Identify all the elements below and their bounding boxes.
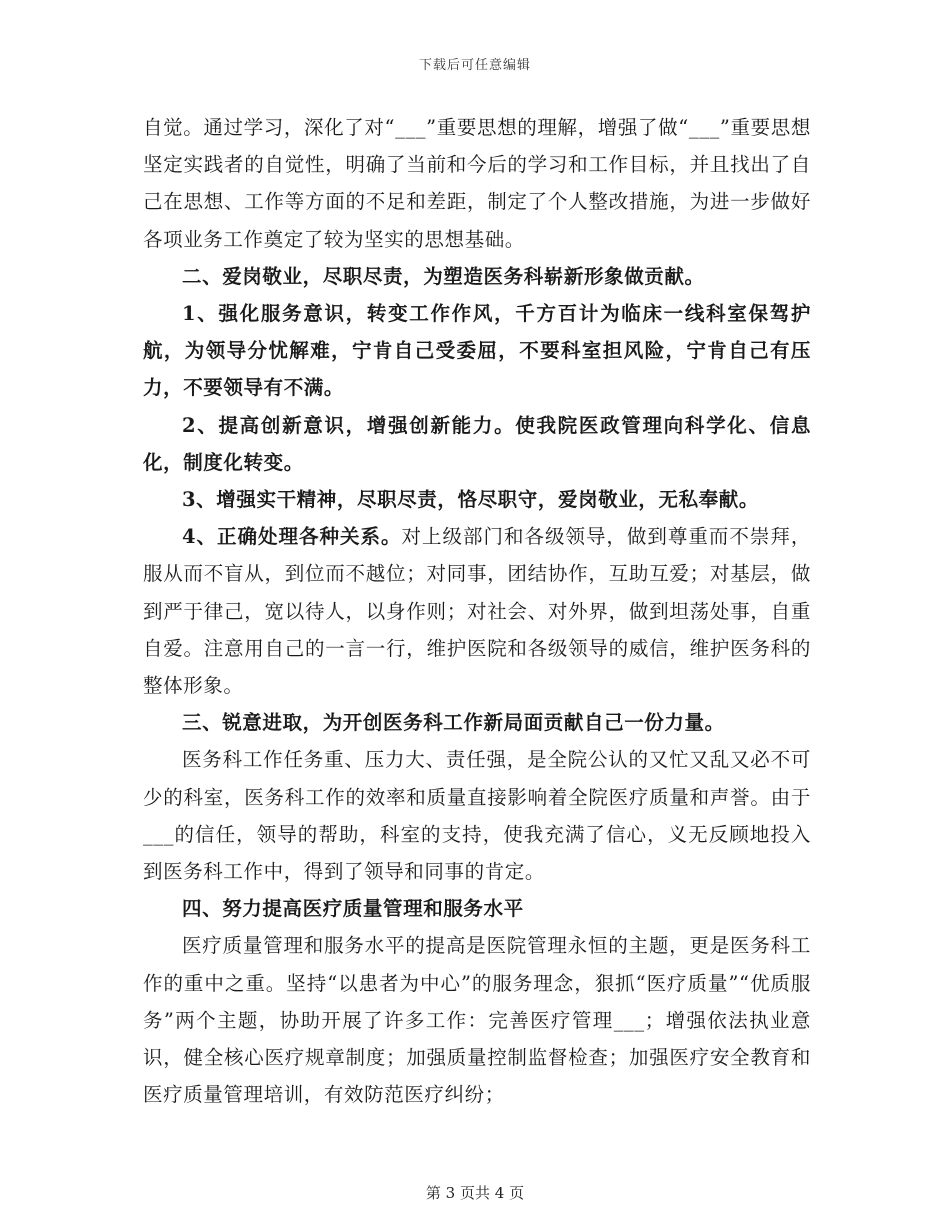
document-body: [143, 109, 811, 1113]
item-1: 1、强化服务意识，转变工作作风，千方百计为临床一线科室保驾护航，为领导分忧解难，宁肯自己受委屈，不要科室担风险，宁肯自己有压力，不要领导有不满。: [143, 302, 811, 400]
paragraph-continuation: 自觉。通过学习，深化了对“___”重要思想的理解，增强了做“___”重要思想坚定实践者的自觉性，明确了当前和今后的学习和工作目标，并且找出了自己在思想、工作等方面的不足和差距，制定了个人整改措施，为进一步做好各项业务工作奠定了较为坚实的思想基础。: [143, 116, 811, 251]
paragraph-section-3: 医务科工作任务重、压力大、责任强，是全院公认的又忙又乱又必不可少的科室，医务科工作的效率和质量直接影响着全院医疗质量和声誉。由于___的信任，领导的帮助，科室的支持，使我充满了信心，义无反顾地投入到医务科工作中，得到了领导和同事的肯定。: [143, 748, 811, 884]
item-4: [143, 518, 811, 704]
paragraph-section-4: 医疗质量管理和服务水平的提高是医院管理永恒的主题，更是医务科工作的重中之重。坚持“以患者为中心”的服务理念，狠抓“医疗质量”“优质服务”两个主题，协助开展了许多工作：完善医疗管理___；增强依法执业意识，健全核心医疗规章制度；加强质量控制监督检查；加强医疗安全教育和医疗质量管理培训，有效防范医疗纠纷；: [143, 934, 811, 1107]
section-heading-3: 三、锐意进取，为开创医务科工作新局面贡献自己一份力量。: [182, 711, 725, 735]
item-4-text: 对上级部门和各级领导，做到尊重而不崇拜，服从而不盲从，到位而不越位；对同事，团结协作，互助互爱；对基层，做到严于律己，宽以待人，以身作则；对社会、对外界，做到坦荡处事，自重自爱。注意用自己的一言一行，维护医院和各级领导的威信，维护医务科的整体形象。: [143, 525, 811, 698]
item-4-lead: 4、正确处理各种关系。: [182, 525, 402, 549]
section-heading-2: 二、爱岗敬业，尽职尽责，为塑造医务科崭新形象做贡献。: [182, 264, 705, 288]
page-header: 下载后可任意编辑: [418, 58, 531, 73]
page-footer: 第 3 页共 4 页: [425, 1184, 525, 1202]
item-3: 3、增强实干精神，尽职尽责，恪尽职守，爱岗敬业，无私奉献。: [182, 488, 759, 512]
section-heading-4: 四、努力提高医疗质量管理和服务水平: [182, 897, 524, 921]
item-2: 2、提高创新意识，增强创新能力。使我院医政管理向科学化、信息化，制度化转变。: [143, 413, 811, 474]
